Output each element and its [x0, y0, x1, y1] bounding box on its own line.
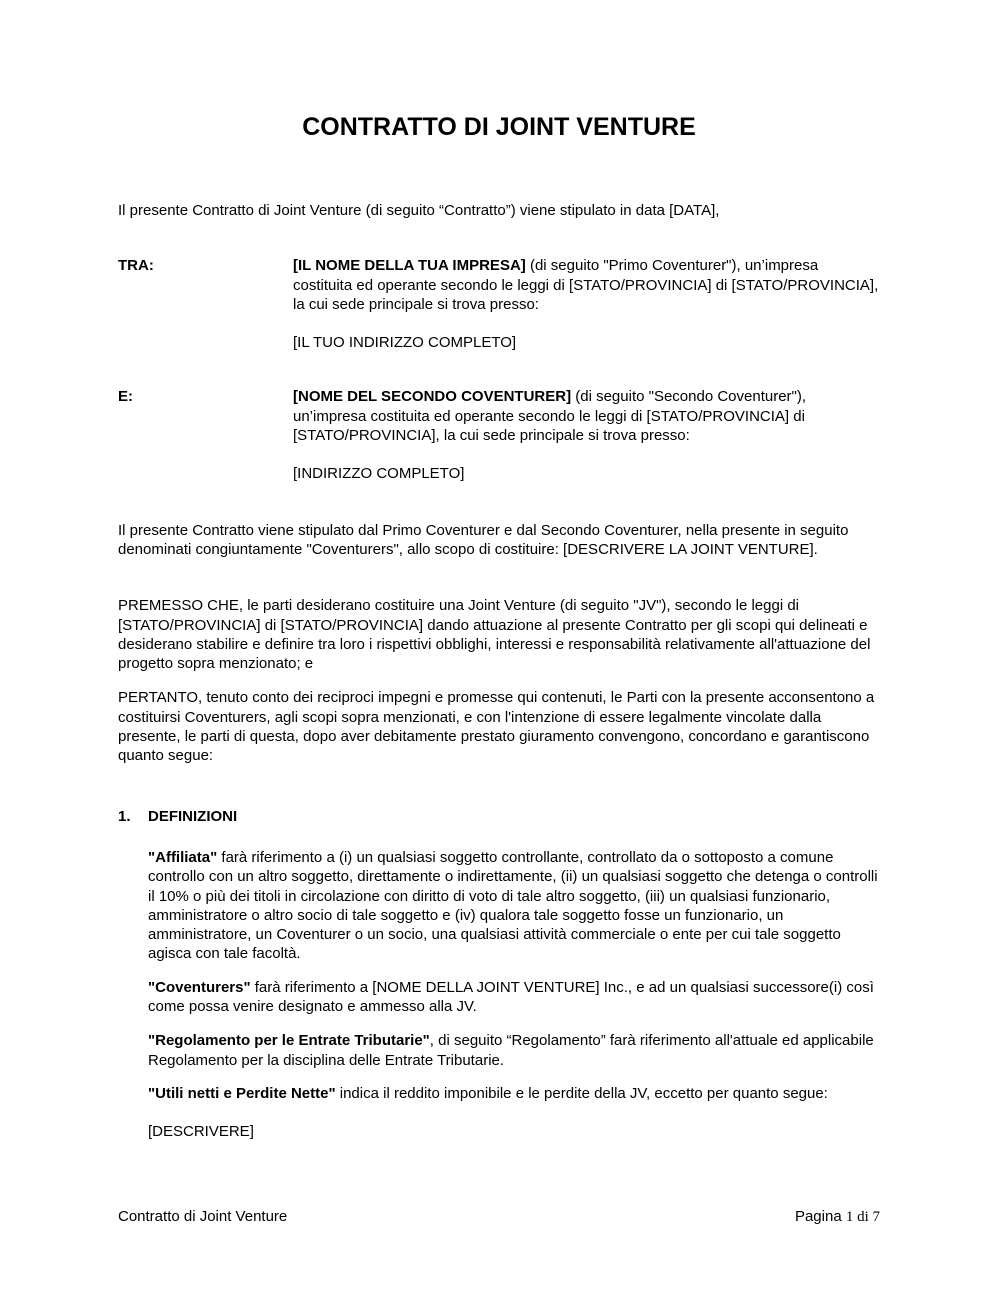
footer-page-value: 1 di 7: [845, 1209, 880, 1225]
party-description-second-coventurer: [293, 387, 880, 445]
party-body-first-coventurer: [293, 256, 880, 352]
definitions-list: [148, 848, 880, 1142]
definition-text: , di seguito “Regolamento” farà riferimento all'attuale ed applicabile Regolamento per la disciplina delle Entrate Tributarie.: [148, 1032, 874, 1069]
definition-text: farà riferimento a (i) un qualsiasi soggetto controllante, controllato da o sottoposto a comune controllo con un altro soggetto, direttamente o indirettamente, (ii) un qualsiasi soggetto che detenga o controlli il 10% o più dei titoli in circolazione con diritto di voto di tale altro soggetto, (iii) un qualsiasi funzionario, amministratore o altro socio di tale soggetto e (iv) qualora tale soggetto fosse un funzionario, un amministratore, un Coventurer o un socio, una qualsiasi attività commerciale o ente per cui tale soggetto agisca con tale facoltà.: [148, 848, 878, 963]
definition-text: indica il reddito imponibile e le perdite della JV, eccetto per quanto segue:: [335, 1084, 828, 1102]
party-description-first-coventurer: [293, 256, 880, 314]
footer-document-name: Contratto di Joint Venture: [118, 1208, 288, 1225]
party-block-first-coventurer: [118, 256, 880, 352]
footer-page-number: [795, 1207, 880, 1227]
definition-regolamento: [148, 1031, 880, 1070]
section-heading-definizioni: [118, 807, 880, 826]
party-address-second-coventurer: [INDIRIZZO COMPLETO]: [293, 465, 465, 483]
definition-affiliata: [148, 848, 880, 964]
party-name-first-coventurer: [IL NOME DELLA TUA IMPRESA]: [293, 257, 526, 275]
definition-term: "Regolamento per le Entrate Tributarie": [148, 1032, 430, 1050]
describe-placeholder: [DESCRIVERE]: [148, 1123, 254, 1141]
stipulation-paragraph: Il presente Contratto viene stipulato dal Primo Coventurer e dal Secondo Coventurer, nella presente in seguito denominati congiuntamente "Coventurers", allo scopo di costituire: [DESCRIVERE LA JOINT VENTURE].: [118, 521, 849, 558]
document-title: CONTRATTO DI JOINT VENTURE: [302, 113, 696, 141]
party-body-second-coventurer: [293, 387, 880, 483]
definition-term: "Affiliata": [148, 848, 218, 866]
party-description-text: (di seguito "Secondo Coventurer"), un’impresa costituita ed operante secondo le leggi di [STATO/PROVINCIA] di [STATO/PROVINCIA], la cui sede principale si trova presso:: [293, 388, 807, 445]
party-label-e: E:: [118, 388, 133, 406]
pertanto-paragraph: PERTANTO, tenuto conto dei reciproci impegni e promesse qui contenuti, le Parti con la presente acconsentono a costituirsi Coventurers, agli scopi sopra menzionati, e con l'intenzione di essere legalmente vincolate dalla presente, le parti di questa, dopo aver debitamente prestato giuramento convengono, concordano e garantiscono quanto segue:: [118, 689, 875, 765]
party-address-first-coventurer: [IL TUO INDIRIZZO COMPLETO]: [293, 334, 517, 352]
party-block-second-coventurer: [118, 387, 880, 483]
section-number: 1.: [118, 807, 131, 825]
section-title: DEFINIZIONI: [148, 807, 238, 825]
party-name-second-coventurer: [NOME DEL SECONDO COVENTURER]: [293, 388, 572, 406]
intro-paragraph: Il presente Contratto di Joint Venture (di seguito “Contratto”) viene stipulato in data [DATA],: [118, 202, 720, 219]
definition-utili-netti: [148, 1084, 880, 1103]
definition-term: "Coventurers": [148, 978, 251, 996]
definition-term: "Utili netti e Perdite Nette": [148, 1084, 336, 1102]
footer-page-label: Pagina: [794, 1208, 846, 1225]
definition-text: farà riferimento a [NOME DELLA JOINT VENTURE] Inc., e ad un qualsiasi successore(i) così come possa venire designato e ammesso alla JV.: [148, 978, 874, 1016]
party-description-text: (di seguito "Primo Coventurer"), un’impresa costituita ed operante secondo le leggi di [STATO/PROVINCIA] di [STATO/PROVINCIA], la cui sede principale si trova presso:: [293, 257, 879, 313]
premesso-paragraph: PREMESSO CHE, le parti desiderano costituire una Joint Venture (di seguito "JV"), secondo le leggi di [STATO/PROVINCIA] di [STATO/PROVINCIA] dando attuazione al presente Contratto per gli scopi qui delineati e desiderano stabilire e definire tra loro i rispettivi obblighi, interessi e responsabilità relativamente all'attuazione del progetto sopra menzionato; e: [118, 597, 871, 673]
party-label-tra: TRA:: [118, 257, 154, 275]
page-footer: [118, 1207, 880, 1227]
definition-coventurers: [148, 978, 880, 1017]
